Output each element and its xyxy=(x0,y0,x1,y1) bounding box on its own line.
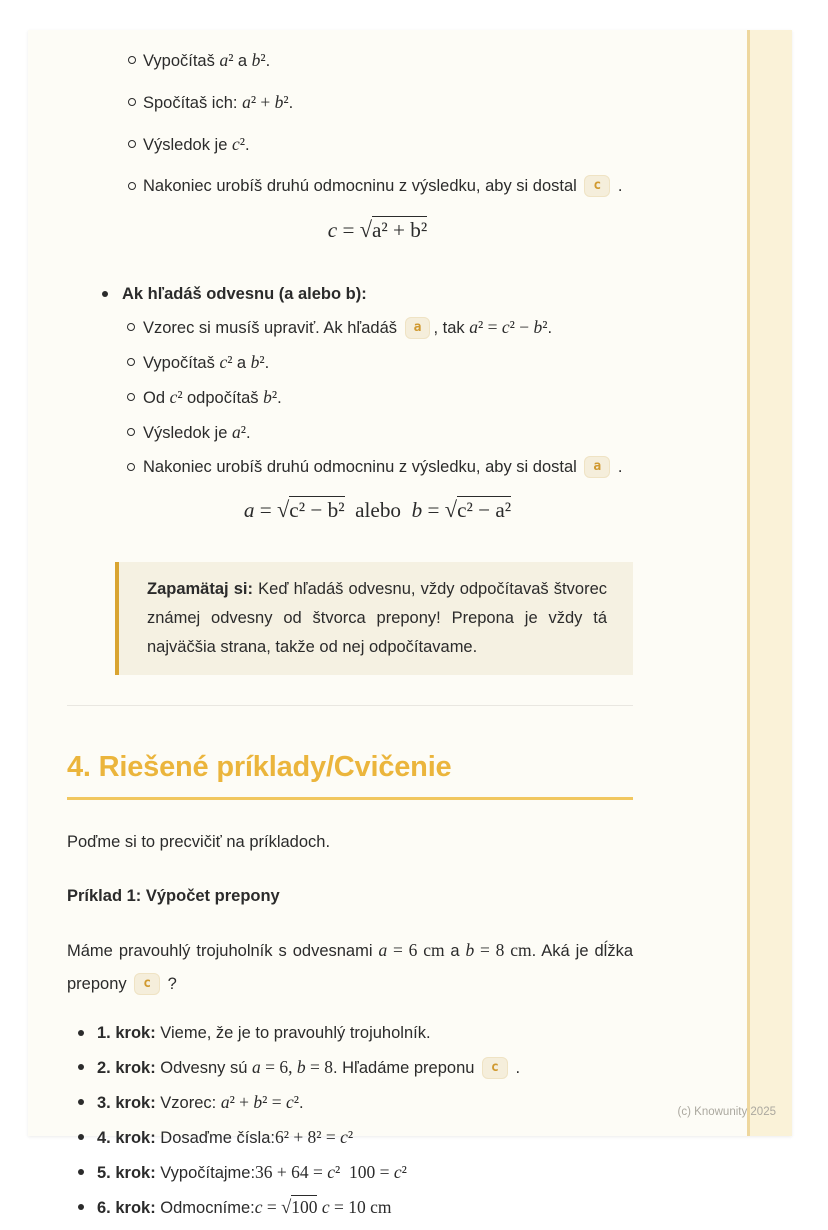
text-run: Odmocníme: xyxy=(160,1199,255,1217)
text-run: b xyxy=(296,1057,306,1077)
text-run: , tak xyxy=(433,319,470,337)
formula-legs xyxy=(122,495,633,526)
text-run: . xyxy=(277,389,282,407)
radicand: a² + b² xyxy=(372,218,428,242)
text-run: = 8 xyxy=(305,1057,333,1077)
text-run: ² = xyxy=(262,1092,287,1112)
text-run: c xyxy=(327,1162,335,1182)
watermark: (c) Knowunity 2025 xyxy=(677,1106,776,1118)
text-run: ² xyxy=(260,50,266,70)
text-run: Dosaďme čísla: xyxy=(160,1129,275,1147)
text-run: . xyxy=(244,136,250,154)
text-run: Máme pravouhlý trojuholník s odvesnami xyxy=(67,942,379,960)
text-run: c xyxy=(219,352,228,372)
text-run: Vypočítaš xyxy=(143,354,220,372)
text-run: . xyxy=(245,424,251,442)
text-run: a xyxy=(236,354,251,372)
text-run: . xyxy=(264,354,270,372)
section-divider xyxy=(67,705,633,706)
text-run: 36 + 64 = xyxy=(255,1162,328,1182)
leg-section-title xyxy=(122,285,367,303)
text-run: a xyxy=(252,1057,261,1077)
inline-code-badge: c xyxy=(584,175,610,197)
text-run: c xyxy=(169,387,178,407)
text-run: 6² + 8² = xyxy=(274,1127,341,1147)
list-item xyxy=(122,315,633,340)
text-run: ² + xyxy=(229,1092,254,1112)
text-run: Výsledok je xyxy=(143,136,232,154)
text-run: . xyxy=(288,94,294,112)
text-run: = xyxy=(262,1197,282,1217)
text-run: 2. krok: xyxy=(97,1059,161,1077)
text-run: . xyxy=(547,319,553,337)
text-run: Od xyxy=(143,389,170,407)
text-run: c xyxy=(286,1092,294,1112)
text-run: a xyxy=(378,940,388,960)
radicand: 100 xyxy=(291,1197,318,1217)
step-item xyxy=(67,1021,633,1045)
text-run: Vypočítaš xyxy=(143,52,220,70)
text-run: a xyxy=(450,942,466,960)
text-run: b xyxy=(263,387,272,407)
text-run: c xyxy=(254,1197,263,1217)
text-run: Vieme, že je to pravouhlý trojuholník. xyxy=(160,1024,431,1042)
text-run: ² xyxy=(271,387,278,407)
text-run: = xyxy=(337,218,360,242)
text-run: b xyxy=(465,940,475,960)
text-run: alebo xyxy=(344,498,412,522)
document-page xyxy=(28,30,792,1217)
text-run: a xyxy=(220,1092,230,1112)
list-item xyxy=(122,420,633,445)
text-run: Keď hľadáš odvesnu, vždy odpočítavaš štvorec známej odvesny od štvorca prepony! Prepona je vždy tá najväčšia strana, takže od nej odpočítavame. xyxy=(147,580,607,656)
text-run: ² xyxy=(177,387,187,407)
leg-section-list xyxy=(67,282,633,479)
text-run: Nakoniec urobíš druhú odmocninu z výsledku, aby si dostal xyxy=(143,177,582,195)
formula-hypotenuse xyxy=(122,215,633,246)
text-run: ² 100 = xyxy=(335,1162,394,1182)
text-run: ² xyxy=(228,50,238,70)
text-run: 5. krok: xyxy=(97,1164,161,1182)
text-run: . xyxy=(299,1094,304,1112)
step-item xyxy=(67,1055,633,1080)
hypotenuse-steps-list xyxy=(67,48,633,198)
list-item xyxy=(122,350,633,375)
page-accent-strip xyxy=(747,30,792,1136)
text-run: c xyxy=(327,218,338,242)
text-run: ² xyxy=(227,352,237,372)
text-run: = 8 cm xyxy=(474,940,532,960)
text-run: 6. krok: xyxy=(97,1199,161,1217)
text-run: Vypočítajme: xyxy=(160,1164,256,1182)
leg-steps-list xyxy=(122,315,633,479)
step-item xyxy=(67,1125,633,1150)
callout-note xyxy=(115,562,633,675)
text-run: = 10 cm xyxy=(329,1197,392,1217)
text-run: b xyxy=(533,317,543,337)
text-run: ² xyxy=(542,317,548,337)
text-run: ? xyxy=(163,975,177,993)
text-run: b xyxy=(251,50,261,70)
intro-paragraph: Poďme si to precvičiť na príkladoch. xyxy=(67,833,331,851)
list-item xyxy=(122,455,633,479)
solution-steps-list xyxy=(67,1021,633,1220)
text-run: Zapamätaj si: xyxy=(147,580,259,598)
text-run: 1. krok: xyxy=(97,1024,161,1042)
text-run: ² + xyxy=(250,92,275,112)
text-run: c xyxy=(501,317,510,337)
text-run: ² − xyxy=(509,317,534,337)
radical-sign: √ xyxy=(281,1197,292,1217)
text-run: c xyxy=(340,1127,348,1147)
radicand: c² − b² xyxy=(289,498,345,522)
text-run: . Hľadáme preponu xyxy=(332,1059,480,1077)
text-run: ² xyxy=(293,1092,300,1112)
list-item xyxy=(67,48,633,73)
list-item xyxy=(67,174,633,198)
step-item xyxy=(67,1195,633,1220)
text-run: . xyxy=(613,177,623,195)
text-run: b xyxy=(253,1092,263,1112)
inline-code-badge: c xyxy=(482,1057,508,1079)
text-run: . xyxy=(613,458,623,476)
inline-code-badge: c xyxy=(134,973,160,995)
document-content xyxy=(67,30,633,1230)
text-run: a xyxy=(469,317,478,337)
text-run: b xyxy=(250,352,260,372)
text-run: ² xyxy=(240,422,246,442)
radical-sign: √ xyxy=(444,497,458,522)
text-run: ² xyxy=(347,1127,354,1147)
list-item xyxy=(67,132,633,157)
text-run: a xyxy=(219,50,229,70)
text-run: Vzorec: xyxy=(160,1094,221,1112)
radicand: c² − a² xyxy=(457,498,512,522)
text-run: = 6, xyxy=(260,1057,297,1077)
section-heading: 4. Riešené príklady/Cvičenie xyxy=(67,750,633,800)
text-run: . xyxy=(265,52,271,70)
text-run: Nakoniec urobíš druhú odmocninu z výsledku, aby si dostal xyxy=(143,458,582,476)
text-run: ² xyxy=(239,134,245,154)
text-run: = xyxy=(254,498,277,522)
text-run: a xyxy=(243,498,255,522)
list-item xyxy=(122,385,633,410)
text-run: ² xyxy=(259,352,265,372)
list-item xyxy=(67,90,633,115)
text-run: . Aká je dĺžka prepony xyxy=(67,942,633,993)
radical-sign: √ xyxy=(277,497,290,522)
text-run: c xyxy=(393,1162,402,1182)
text-run: 3. krok: xyxy=(97,1094,161,1112)
text-run: Vzorec si musíš upraviť. Ak hľadáš xyxy=(143,319,402,337)
text-run: ² xyxy=(283,92,289,112)
text-run: a xyxy=(242,92,251,112)
text-run: b xyxy=(411,498,423,522)
text-run: ² = xyxy=(477,317,502,337)
text-run: 4. krok: xyxy=(97,1129,161,1147)
text-run: Výsledok je xyxy=(143,424,232,442)
text-run: a xyxy=(231,422,241,442)
text-run: c xyxy=(231,134,240,154)
text-run: Ak hľadáš odvesnu (a alebo b): xyxy=(122,285,367,303)
problem-statement xyxy=(67,934,633,1001)
text-run: Odvesny sú xyxy=(160,1059,252,1077)
step-item xyxy=(67,1090,633,1115)
text-run: a xyxy=(237,52,252,70)
list-item xyxy=(67,282,633,479)
text-run: odpočítaš xyxy=(187,389,264,407)
text-run: c xyxy=(321,1197,330,1217)
text-run: Spočítaš ich: xyxy=(143,94,243,112)
radical-sign: √ xyxy=(359,217,372,242)
inline-code-badge: a xyxy=(405,317,431,339)
example-title: Príklad 1: Výpočet prepony xyxy=(67,887,280,905)
text-run: b xyxy=(274,92,284,112)
text-run: ² xyxy=(401,1162,407,1182)
step-item xyxy=(67,1160,633,1185)
inline-code-badge: a xyxy=(584,456,610,478)
text-run: . xyxy=(510,1059,521,1077)
text-run: = xyxy=(422,498,445,522)
text-run: = 6 cm xyxy=(387,940,451,960)
